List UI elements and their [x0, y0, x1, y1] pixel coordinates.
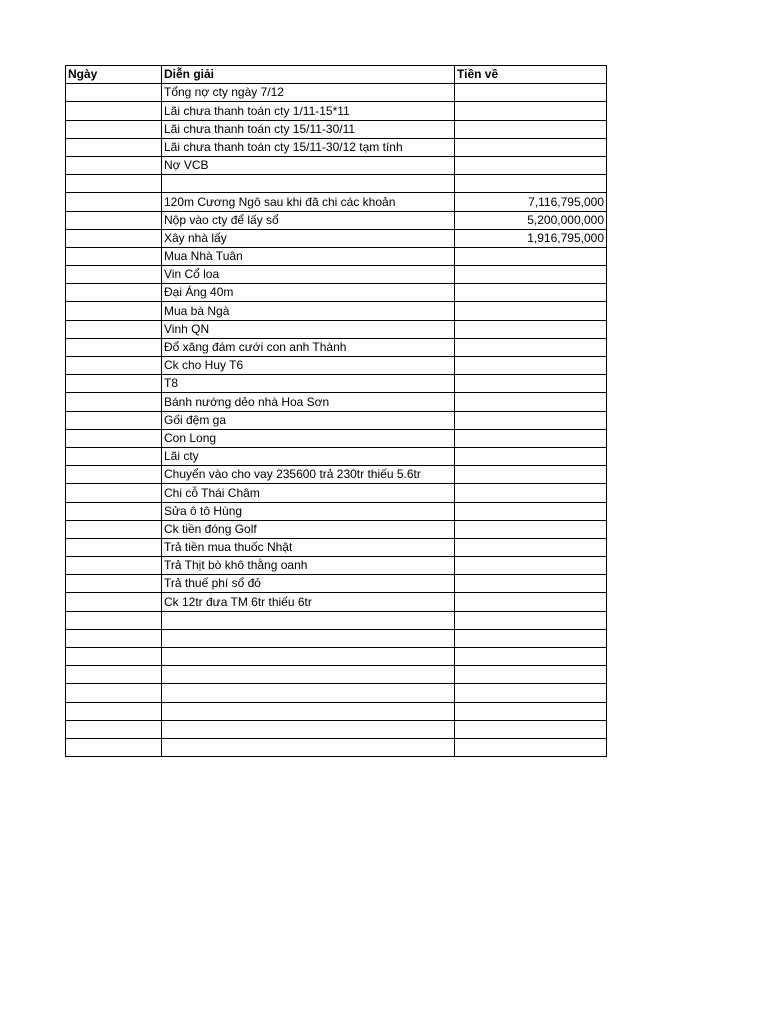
cell-description[interactable]	[162, 175, 455, 193]
cell-date[interactable]	[66, 266, 162, 284]
header-row	[66, 66, 607, 84]
cell-amount[interactable]	[455, 502, 607, 520]
table-row	[66, 211, 607, 229]
cell-amount[interactable]	[455, 575, 607, 593]
cell-description[interactable]: Ck cho Huy T6	[162, 357, 455, 375]
cell-description[interactable]: Lãi chưa thanh toán cty 1/11-15*11	[162, 102, 455, 120]
cell-amount[interactable]	[455, 393, 607, 411]
cell-description[interactable]: Nộp vào cty để lấy sổ	[162, 211, 455, 229]
table-row	[66, 229, 607, 247]
cell-date[interactable]	[66, 593, 162, 611]
table-row	[66, 375, 607, 393]
cell-amount[interactable]	[455, 466, 607, 484]
table-row	[66, 302, 607, 320]
cell-description[interactable]: Con Long	[162, 429, 455, 447]
cell-description[interactable]: Sửa ô tô Hùng	[162, 502, 455, 520]
cell-date[interactable]	[66, 484, 162, 502]
cell-amount[interactable]: 1,916,795,000	[455, 229, 607, 247]
cell-description[interactable]: Ck tiền đóng Golf	[162, 520, 455, 538]
cell-description[interactable]: Trả thuế phí sổ đỏ	[162, 575, 455, 593]
cell-amount[interactable]: 7,116,795,000	[455, 193, 607, 211]
table-row	[66, 520, 607, 538]
cell-date[interactable]	[66, 666, 162, 684]
cell-amount[interactable]	[455, 175, 607, 193]
table-row	[66, 357, 607, 375]
cell-date[interactable]	[66, 738, 162, 756]
cell-description[interactable]: Mua Nhà Tuân	[162, 247, 455, 265]
table-row	[66, 575, 607, 593]
cell-date[interactable]	[66, 102, 162, 120]
cell-description[interactable]: Lãi cty	[162, 447, 455, 465]
header-date[interactable]: Ngày	[66, 66, 162, 84]
cell-amount[interactable]: 5,200,000,000	[455, 211, 607, 229]
cell-date[interactable]	[66, 611, 162, 629]
cell-description[interactable]	[162, 648, 455, 666]
cell-date[interactable]	[66, 84, 162, 102]
cell-description[interactable]: Gối đệm ga	[162, 411, 455, 429]
cell-date[interactable]	[66, 720, 162, 738]
cell-amount[interactable]	[455, 738, 607, 756]
table-row	[66, 338, 607, 356]
cell-date[interactable]	[66, 284, 162, 302]
cell-date[interactable]	[66, 175, 162, 193]
cell-amount[interactable]	[455, 357, 607, 375]
cell-description[interactable]	[162, 629, 455, 647]
cell-date[interactable]	[66, 557, 162, 575]
table-row	[66, 102, 607, 120]
cell-amount[interactable]	[455, 320, 607, 338]
table-row	[66, 247, 607, 265]
table-row	[66, 484, 607, 502]
table-row	[66, 720, 607, 738]
cell-amount[interactable]	[455, 429, 607, 447]
table-row	[66, 593, 607, 611]
cell-date[interactable]	[66, 302, 162, 320]
cell-description[interactable]	[162, 611, 455, 629]
cell-description[interactable]: Đổ xăng đám cưới con anh Thành	[162, 338, 455, 356]
cell-amount[interactable]	[455, 484, 607, 502]
cell-amount[interactable]	[455, 611, 607, 629]
table-row	[66, 120, 607, 138]
cell-description[interactable]	[162, 684, 455, 702]
cell-description[interactable]: Xây nhà lấy	[162, 229, 455, 247]
cell-date[interactable]	[66, 193, 162, 211]
cell-amount[interactable]	[455, 247, 607, 265]
ledger-table	[65, 65, 607, 757]
cell-description[interactable]: Tổng nợ cty ngày 7/12	[162, 84, 455, 102]
table-row	[66, 702, 607, 720]
cell-date[interactable]	[66, 138, 162, 156]
table-row	[66, 193, 607, 211]
cell-amount[interactable]	[455, 120, 607, 138]
cell-date[interactable]	[66, 502, 162, 520]
cell-amount[interactable]	[455, 411, 607, 429]
table-row	[66, 84, 607, 102]
cell-description[interactable]: Nợ VCB	[162, 156, 455, 174]
header-amount[interactable]: Tiền về	[455, 66, 607, 84]
cell-amount[interactable]	[455, 538, 607, 556]
cell-description[interactable]	[162, 666, 455, 684]
cell-description[interactable]: Chuyển vào cho vay 235600 trả 230tr thiếu 5.6tr	[162, 466, 455, 484]
table-row	[66, 666, 607, 684]
cell-amount[interactable]	[455, 338, 607, 356]
cell-amount[interactable]	[455, 102, 607, 120]
cell-amount[interactable]	[455, 520, 607, 538]
cell-amount[interactable]	[455, 557, 607, 575]
table-row	[66, 156, 607, 174]
cell-description[interactable]: Đại Áng 40m	[162, 284, 455, 302]
cell-date[interactable]	[66, 411, 162, 429]
table-row	[66, 447, 607, 465]
cell-date[interactable]	[66, 247, 162, 265]
table-row	[66, 266, 607, 284]
cell-description[interactable]: Bánh nướng dẻo nhà Hoa Sơn	[162, 393, 455, 411]
cell-amount[interactable]	[455, 138, 607, 156]
cell-date[interactable]	[66, 120, 162, 138]
cell-amount[interactable]	[455, 84, 607, 102]
table-row	[66, 557, 607, 575]
table-row	[66, 684, 607, 702]
cell-date[interactable]	[66, 357, 162, 375]
cell-amount[interactable]	[455, 648, 607, 666]
table-row	[66, 429, 607, 447]
cell-amount[interactable]	[455, 702, 607, 720]
cell-amount[interactable]	[455, 666, 607, 684]
cell-date[interactable]	[66, 684, 162, 702]
cell-description[interactable]: Trả Thịt bò khô thằng oanh	[162, 557, 455, 575]
cell-amount[interactable]	[455, 593, 607, 611]
cell-amount[interactable]	[455, 302, 607, 320]
cell-date[interactable]	[66, 156, 162, 174]
cell-description[interactable]: Vin Cổ loa	[162, 266, 455, 284]
cell-date[interactable]	[66, 648, 162, 666]
cell-amount[interactable]	[455, 447, 607, 465]
cell-amount[interactable]	[455, 629, 607, 647]
table-row	[66, 411, 607, 429]
table-row	[66, 284, 607, 302]
table-row	[66, 738, 607, 756]
cell-description[interactable]: Vinh QN	[162, 320, 455, 338]
cell-description[interactable]: Trả tiền mua thuốc Nhật	[162, 538, 455, 556]
cell-description[interactable]	[162, 702, 455, 720]
cell-date[interactable]	[66, 520, 162, 538]
cell-amount[interactable]	[455, 720, 607, 738]
table-row	[66, 502, 607, 520]
ledger-body	[66, 84, 607, 757]
cell-amount[interactable]	[455, 375, 607, 393]
table-row	[66, 538, 607, 556]
cell-date[interactable]	[66, 575, 162, 593]
cell-description[interactable]: Mua bà Ngà	[162, 302, 455, 320]
cell-description[interactable]	[162, 720, 455, 738]
cell-amount[interactable]	[455, 684, 607, 702]
cell-amount[interactable]	[455, 284, 607, 302]
cell-description[interactable]	[162, 738, 455, 756]
cell-description[interactable]: Lãi chưa thanh toán cty 15/11-30/12 tạm tính	[162, 138, 455, 156]
cell-amount[interactable]	[455, 156, 607, 174]
table-row	[66, 175, 607, 193]
cell-description[interactable]: Lãi chưa thanh toán cty 15/11-30/11	[162, 120, 455, 138]
cell-date[interactable]	[66, 702, 162, 720]
table-row	[66, 648, 607, 666]
cell-date[interactable]	[66, 320, 162, 338]
cell-date[interactable]	[66, 375, 162, 393]
cell-date[interactable]	[66, 466, 162, 484]
table-row	[66, 611, 607, 629]
table-row	[66, 393, 607, 411]
header-description[interactable]: Diễn giải	[162, 66, 455, 84]
table-row	[66, 138, 607, 156]
cell-description[interactable]: Chi cỗ Thái Châm	[162, 484, 455, 502]
cell-description[interactable]: 120m Cương Ngô sau khi đã chi các khoản	[162, 193, 455, 211]
cell-date[interactable]	[66, 538, 162, 556]
table-row	[66, 320, 607, 338]
cell-date[interactable]	[66, 447, 162, 465]
cell-date[interactable]	[66, 429, 162, 447]
cell-date[interactable]	[66, 211, 162, 229]
cell-date[interactable]	[66, 393, 162, 411]
cell-description[interactable]: Ck 12tr đưa TM 6tr thiếu 6tr	[162, 593, 455, 611]
cell-description[interactable]: T8	[162, 375, 455, 393]
cell-date[interactable]	[66, 338, 162, 356]
table-row	[66, 466, 607, 484]
cell-date[interactable]	[66, 229, 162, 247]
cell-date[interactable]	[66, 629, 162, 647]
table-row	[66, 629, 607, 647]
cell-amount[interactable]	[455, 266, 607, 284]
